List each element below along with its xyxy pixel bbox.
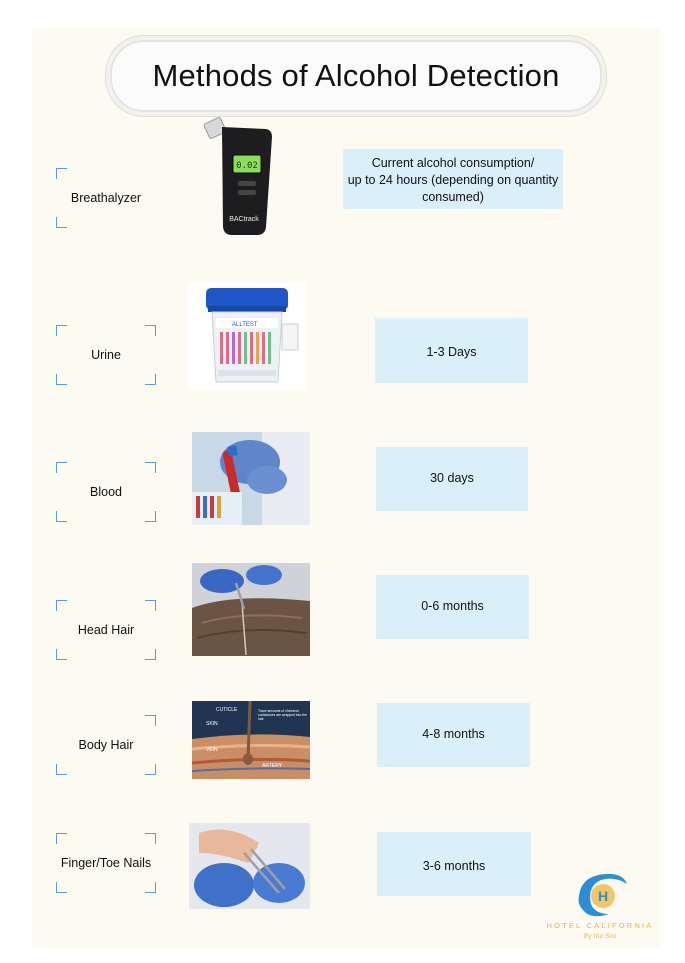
page-title: Methods of Alcohol Detection bbox=[152, 58, 560, 93]
hair-follicle-diagram bbox=[192, 701, 310, 779]
method-name: Blood bbox=[90, 485, 122, 499]
duration-box-urine bbox=[375, 318, 528, 383]
method-label-breathalyzer bbox=[56, 168, 156, 228]
logo-name: HOTEL CALIFORNIA bbox=[546, 921, 654, 930]
logo-tagline: By the Sea bbox=[583, 933, 617, 940]
duration-text: 30 days bbox=[430, 471, 474, 485]
title-banner bbox=[110, 40, 602, 112]
method-label-urine bbox=[56, 325, 156, 385]
duration-box-blood bbox=[376, 447, 528, 511]
duration-box-nails bbox=[377, 832, 531, 896]
duration-text: Current alcohol consumption/ up to 24 hours (depending on quantity consumed) bbox=[347, 156, 559, 204]
method-name: Finger/Toe Nails bbox=[60, 856, 152, 870]
duration-text: 0-6 months bbox=[421, 599, 484, 613]
duration-box-head-hair bbox=[376, 575, 529, 639]
hotel-california-logo bbox=[535, 870, 665, 946]
diagram-note: Trace amounts of chemical substances are wrapped into the hair. bbox=[258, 709, 308, 721]
method-name: Head Hair bbox=[77, 623, 135, 637]
duration-text: 1-3 Days bbox=[426, 345, 477, 359]
breathalyzer-display: 0.02 bbox=[236, 161, 258, 171]
method-label-head-hair bbox=[56, 600, 156, 660]
method-name: Breathalyzer bbox=[70, 191, 142, 205]
method-label-body-hair bbox=[56, 715, 156, 775]
breathalyzer-image bbox=[200, 115, 280, 240]
urine-cup-image bbox=[188, 282, 306, 390]
diagram-label-skin: SKIN bbox=[206, 721, 218, 727]
diagram-label-artery: ARTERY bbox=[262, 763, 283, 769]
logo-letter: H bbox=[597, 888, 609, 904]
breathalyzer-brand: BACtrack bbox=[229, 216, 259, 223]
urine-cup-brand: ALLTEST bbox=[232, 322, 258, 328]
duration-text: 3-6 months bbox=[422, 859, 486, 873]
diagram-label-cuticle: CUTICLE bbox=[216, 707, 238, 713]
nail-clipping-image bbox=[189, 823, 310, 909]
duration-text: 4-8 months bbox=[422, 727, 485, 741]
swoosh-logo-icon bbox=[535, 870, 665, 922]
method-label-nails bbox=[56, 833, 156, 893]
diagram-label-vein: VEIN bbox=[206, 747, 218, 753]
blood-sample-image bbox=[192, 432, 310, 525]
method-label-blood bbox=[56, 462, 156, 522]
head-hair-image bbox=[192, 563, 310, 656]
method-name: Urine bbox=[91, 348, 121, 362]
method-name: Body Hair bbox=[78, 738, 134, 752]
duration-box-body-hair bbox=[377, 703, 530, 767]
duration-box-breathalyzer bbox=[343, 149, 563, 209]
